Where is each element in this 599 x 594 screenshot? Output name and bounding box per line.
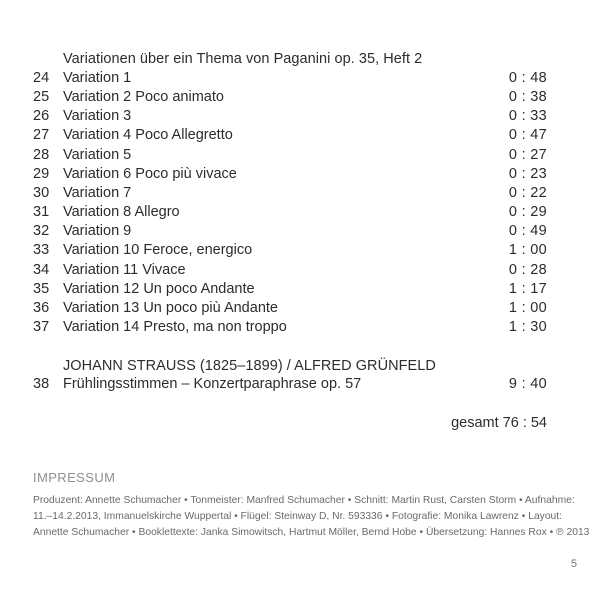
track-number: 36 (33, 299, 50, 316)
track-row (0, 319, 599, 338)
track-title: Frühlingsstimmen – Konzertparaphrase op. 57 (63, 376, 362, 392)
track-row (0, 89, 599, 108)
track-row (0, 262, 599, 281)
track-number: 32 (33, 223, 50, 240)
track-title: Variation 4 Poco Allegretto (63, 127, 233, 144)
track-number: 37 (33, 318, 50, 335)
track-row (0, 166, 599, 185)
track-title: Variation 2 Poco animato (63, 89, 224, 106)
track-duration: 1 : 17 (508, 280, 547, 297)
track-row (0, 281, 599, 300)
track-number: 33 (33, 242, 50, 259)
track-title: Variation 9 (63, 223, 132, 240)
paganini-heading: Variationen über ein Thema von Paganini op. 35, Heft 2 (63, 51, 423, 67)
track-row (0, 204, 599, 223)
impressum-line: 11.–14.2.2013, Immanuelskirche Wuppertal • Flügel: Steinway D, Nr. 593336 • Fotografie: Monika Lawrenz • Layout: (33, 511, 562, 522)
track-title: Variation 10 Feroce, energico (63, 242, 253, 259)
impressum-heading: IMPRESSUM (33, 470, 116, 485)
track-duration: 0 : 48 (508, 70, 547, 86)
track-title: Variation 14 Presto, ma non troppo (63, 318, 287, 335)
impressum-text (33, 493, 590, 541)
track-number: 38 (33, 376, 50, 392)
track-duration: 0 : 27 (508, 146, 547, 163)
strauss-heading: JOHANN STRAUSS (1825–1899) / ALFRED GRÜNFELD (63, 358, 436, 374)
track-title: Variation 13 Un poco più Andante (63, 299, 278, 316)
track-title: Variation 12 Un poco Andante (63, 280, 255, 297)
track-row (0, 376, 599, 395)
track-number: 35 (33, 280, 50, 297)
track-title: Variation 3 (63, 108, 132, 125)
track-number: 29 (33, 165, 50, 182)
total-duration: gesamt 76 : 54 (451, 415, 547, 431)
track-number: 31 (33, 204, 50, 221)
impressum-line: Annette Schumacher • Booklettexte: Janka Simowitsch, Hartmut Möller, Bernd Hobe • Übersetzung: Hannes Rox • ℗ 2013 (33, 527, 590, 538)
track-title: Variation 7 (63, 184, 132, 201)
track-row (0, 108, 599, 127)
track-number: 30 (33, 184, 50, 201)
track-title: Variation 5 (63, 146, 132, 163)
impressum-line: Produzent: Annette Schumacher • Tonmeister: Manfred Schumacher • Schnitt: Martin Rust, Carsten Storm • Aufnahme: (33, 495, 575, 506)
track-title: Variation 1 (63, 70, 132, 86)
page-number: 5 (570, 558, 577, 570)
track-duration: 0 : 33 (508, 108, 547, 125)
track-row (0, 185, 599, 204)
track-number: 25 (33, 89, 50, 106)
track-duration: 0 : 23 (508, 165, 547, 182)
track-duration: 0 : 29 (508, 204, 547, 221)
track-number: 27 (33, 127, 50, 144)
track-row (0, 127, 599, 146)
track-row (0, 242, 599, 261)
track-duration: 0 : 49 (508, 223, 547, 240)
track-duration: 1 : 00 (508, 242, 547, 259)
track-number: 34 (33, 261, 50, 278)
track-duration: 0 : 22 (508, 184, 547, 201)
track-duration: 0 : 38 (508, 89, 547, 106)
track-duration: 0 : 28 (508, 261, 547, 278)
track-number: 26 (33, 108, 50, 125)
track-duration: 0 : 47 (508, 127, 547, 144)
track-duration: 9 : 40 (508, 376, 547, 392)
track-duration: 1 : 30 (508, 318, 547, 335)
track-title: Variation 11 Vivace (63, 261, 186, 278)
track-row (0, 70, 599, 89)
track-title: Variation 6 Poco più vivace (63, 165, 237, 182)
track-number: 28 (33, 146, 50, 163)
track-row (0, 147, 599, 166)
track-row (0, 223, 599, 242)
track-title: Variation 8 Allegro (63, 204, 180, 221)
track-row (0, 300, 599, 319)
track-number: 24 (33, 70, 50, 86)
track-duration: 1 : 00 (508, 299, 547, 316)
